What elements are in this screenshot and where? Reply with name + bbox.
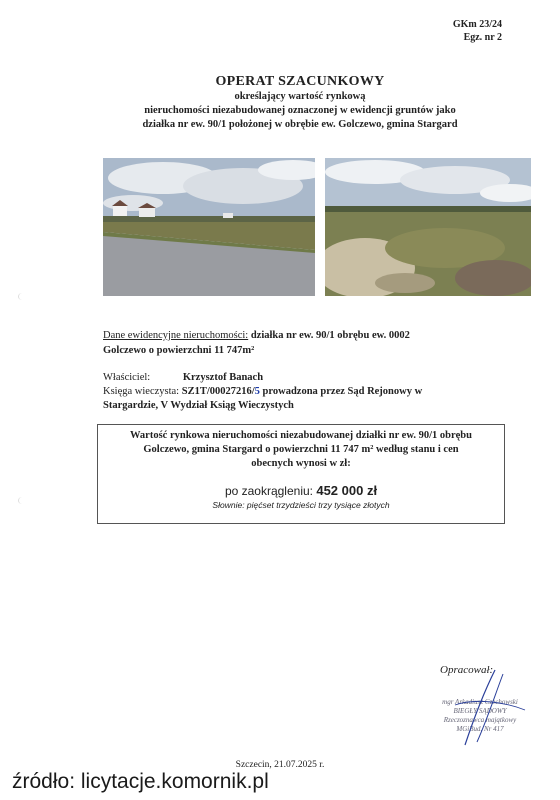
- owner-label: Właściciel:: [103, 372, 151, 383]
- subtitle-line-3: działka nr ew. 90/1 położonej w obrębie ew. Golczewo, gmina Stargard: [142, 119, 458, 130]
- title-block: [40, 74, 560, 132]
- document-title: OPERAT SZACUNKOWY: [215, 74, 385, 89]
- cadastral-data: [103, 328, 523, 358]
- valuation-box: [97, 424, 505, 524]
- handwritten-signature: [415, 660, 535, 750]
- place-and-date: Szczecin, 21.07.2025 r.: [235, 760, 325, 770]
- stamp-line-2: BIEGŁY SĄDOWY: [453, 707, 507, 715]
- binder-hole-mark: [18, 293, 26, 300]
- valuation-text-line-3: obecnych wynosi w zł:: [251, 458, 351, 469]
- value-amount: 452 000 zł: [316, 483, 378, 498]
- photo-road-view: [103, 158, 315, 296]
- cadastral-label: Dane ewidencyjne nieruchomości:: [103, 330, 249, 341]
- valuation-text-line-1: Wartość rynkowa nieruchomości niezabudowanej działki nr ew. 90/1 obrębu: [130, 430, 472, 441]
- ownership-block: [103, 371, 523, 413]
- stamp-line-4: MGiBud. Nr 417: [456, 725, 504, 733]
- subtitle-line-1: określający wartość rynkową: [234, 91, 366, 102]
- owner-name: Krzysztof Banach: [182, 372, 264, 383]
- land-register-court: prowadzona przez Sąd Rejonowy w: [262, 386, 423, 397]
- value-in-words: Słownie: pięćset trzydzieści trzy tysiące złotych: [212, 500, 390, 510]
- binder-hole-mark: [18, 497, 26, 504]
- photo-field-view: [325, 158, 531, 296]
- valuation-text-line-2: Golczewo, gmina Stargard o powierzchni 11 747 m² według stanu i cen: [143, 444, 459, 455]
- land-register-number: SZ1T/00027216/: [181, 386, 255, 397]
- cadastral-line-1: działka nr ew. 90/1 obrębu ew. 0002: [250, 330, 410, 341]
- subtitle-line-2: nieruchomości niezabudowanej oznaczonej w ewidencji gruntów jako: [144, 105, 456, 116]
- stamp-line-1: mgr Arkadiusz Czechowski: [442, 698, 518, 706]
- ref-line-1: GKm 23/24: [452, 19, 502, 30]
- stamp-line-3: Rzeczoznawca majątkowy: [443, 716, 517, 724]
- document-reference: [453, 18, 502, 44]
- rounded-value: [98, 483, 504, 498]
- source-caption: źródło: licytacje.komornik.pl: [12, 770, 269, 793]
- land-register-label: Księga wieczysta:: [103, 386, 180, 397]
- prepared-by-label: Opracował:: [440, 664, 494, 676]
- ref-line-2: Egz. nr 2: [463, 32, 502, 43]
- rounded-label: po zaokrągleniu:: [224, 484, 313, 498]
- land-register-court-line-2: Stargardzie, V Wydział Ksiąg Wieczystych: [103, 400, 294, 411]
- cadastral-line-2: Golczewo o powierzchni 11 747m²: [103, 345, 255, 356]
- land-register-digit: 5: [254, 386, 260, 397]
